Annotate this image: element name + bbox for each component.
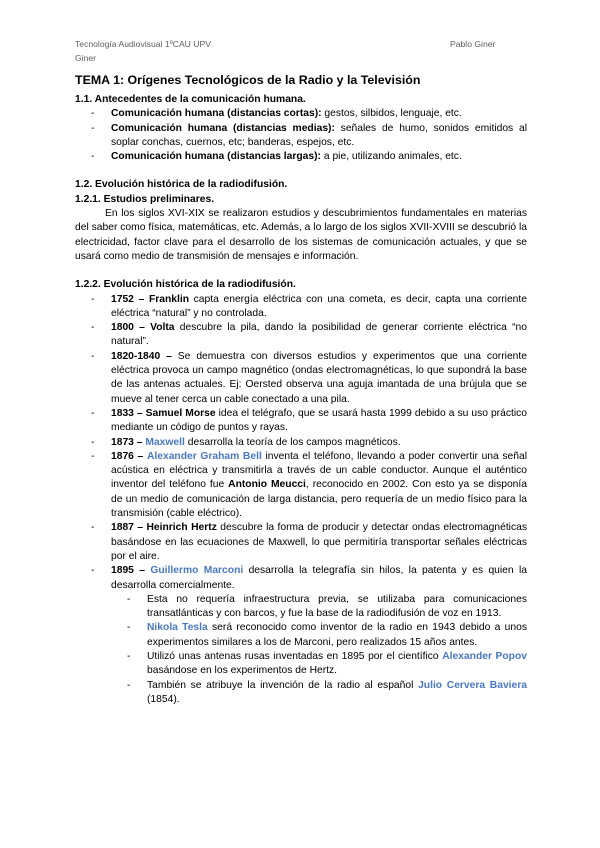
link-marconi[interactable]: Guillermo Marconi — [150, 565, 244, 577]
link-cervera[interactable]: Julio Cervera Baviera — [418, 679, 527, 691]
section-heading-1-2: 1.2. Evolución histórica de la radiodifusión. — [75, 179, 288, 191]
timeline-item-1820: - 1820-1840 – Se demuestra con diversos estudios y experimentos que una corriente eléctrica provoca un campo magnético (ondas electromagnéticas, lo que supondrá la base de las antenas actuales. Ej: Oersted observa una aguja imantada de una brújula que se mueve al tener cerca un cable conectado a una pila. — [75, 350, 527, 407]
timeline-item-1752: - 1752 – Franklin capta energía eléctrica con una cometa, es decir, capta una corriente eléctrica “natural” y no controlada. — [75, 293, 527, 322]
timeline-item-1887: - 1887 – Heinrich Hertz descubre la forma de producir y detectar ondas electromagnéticas basándose en las ecuaciones de Maxwell, lo que permitiría transportar señales eléctricas por el aire. — [75, 521, 527, 564]
link-popov[interactable]: Alexander Popov — [442, 650, 527, 662]
sublist-item: - También se atribuye la invención de la radio al español Julio Cervera Baviera (1854). — [111, 679, 527, 708]
document-title: TEMA 1: Orígenes Tecnológicos de la Radio y la Televisión — [75, 73, 421, 87]
sublist-item: - Utilizó unas antenas rusas inventadas en 1895 por el científico Alexander Popov basándose en los experimentos de Hertz. — [111, 650, 527, 679]
timeline-item-1800: - 1800 – Volta descubre la pila, dando la posibilidad de generar corriente eléctrica “no natural”. — [75, 321, 527, 350]
subsection-heading-1-2-2: 1.2.2. Evolución histórica de la radiodifusión. — [75, 279, 296, 291]
timeline-list — [75, 293, 527, 708]
header-author-wrap: Giner — [75, 53, 97, 63]
list-item: - Comunicación humana (distancias largas): a pie, utilizando animales, etc. — [75, 150, 527, 164]
section-1-1-list — [75, 107, 527, 164]
subsection-heading-1-2-1: 1.2.1. Estudios preliminares. — [75, 193, 215, 205]
timeline-item-1833: - 1833 – Samuel Morse idea el telégrafo, que se usará hasta 1999 debido a su uso práctico mediante un código de puntos y rayas. — [75, 407, 527, 436]
list-item: - Comunicación humana (distancias cortas): gestos, silbidos, lenguaje, etc. — [75, 107, 527, 121]
timeline-item-1876: - 1876 – Alexander Graham Bell inventa el teléfono, llevando a poder convertir una señal acústica en eléctrica y transmitirla a través de un cable conductor. Aunque el auténtico inventor del teléfono fue Antonio Meucci, reconocido en 2002. Con esto ya se disponía de un medio de comunicación de larga distancia, pero requería de un medio físico para la transmisión (cable eléctrico). — [75, 450, 527, 521]
sublist-item: - Nikola Tesla será reconocido como inventor de la radio en 1943 debido a unos experimentos similares a los de Marconi, pero realizados 15 años antes. — [111, 621, 527, 650]
link-tesla[interactable]: Nikola Tesla — [147, 622, 208, 634]
link-maxwell[interactable]: Maxwell — [145, 436, 185, 448]
section-heading-1-1: 1.1. Antecedentes de la comunicación humana. — [75, 94, 306, 105]
header-author: Pablo Giner — [450, 39, 496, 49]
sublist-item: - Esta no requería infraestructura previa, se utilizaba para comunicaciones transatlánticas y con barcos, y fue la base de la radiodifusión de voz en 1913. — [111, 593, 527, 622]
timeline-item-1873: - 1873 – Maxwell desarrolla la teoría de los campos magnéticos. — [75, 436, 527, 450]
marconi-sublist — [111, 593, 527, 707]
document-body — [75, 72, 527, 707]
page-header-left — [75, 37, 295, 65]
list-item: - Comunicación humana (distancias medias): señales de humo, sonidos emitidos al soplar conchas, cuernos, etc; banderas, espejos, etc. — [75, 122, 527, 151]
timeline-item-1895: - 1895 – Guillermo Marconi desarrolla la telegrafía sin hilos, la patenta y es quien la desarrolla comercialmente. - Esta no requería infraestructura previa, se utilizaba para comunicaciones transatlánticas y con barcos, y fue la base de la radiodifusión de voz en 1913. - Nikola Tesla será reconocido como inventor de la radio en 1943 debido a unos experimentos similares a los de Marconi, pero realizados 15 años antes. - Utilizó unas antenas rusas inventadas en 1895 por el científico Alexander Popov basándose en los experimentos de Hertz. - También se atribuye la invención de la radio al español Julio Cervera Baviera (1854). — [75, 564, 527, 707]
paragraph-estudios: En los siglos XVI-XIX se realizaron estudios y descubrimientos fundamentales en materias del saber como física, matemáticas, etc. Además, a lo largo de los siglos XVII-XVIII se descubrió la electricidad, factor clave para el desarrollo de los sistemas de comunicación actuales, y que se usará como medio de transmisión de mensajes e información. — [75, 208, 527, 262]
header-course: Tecnología Audiovisual 1ºCAU UPV — [75, 39, 211, 49]
link-graham-bell[interactable]: Alexander Graham Bell — [146, 450, 262, 462]
